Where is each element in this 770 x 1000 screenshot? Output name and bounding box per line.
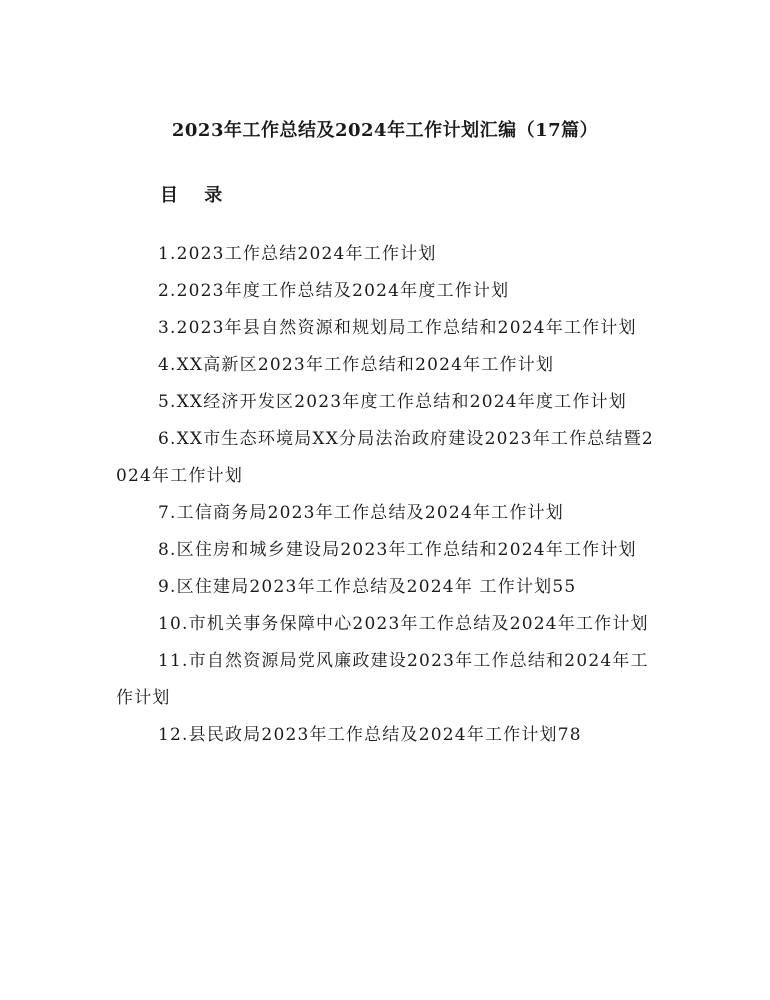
toc-item: 11.市自然资源局党风廉政建设2023年工作总结和2024年工作计划 — [116, 651, 649, 708]
toc-item: 3.2023年县自然资源和规划局工作总结和2024年工作计划 — [158, 318, 637, 338]
toc-item: 4.XX高新区2023年工作总结和2024年工作计划 — [158, 355, 555, 375]
toc-item: 7.工信商务局2023年工作总结及2024年工作计划 — [158, 503, 564, 523]
toc-item: 5.XX经济开发区2023年度工作总结和2024年度工作计划 — [158, 392, 627, 412]
toc-item: 10.市机关事务保障中心2023年工作总结及2024年工作计划 — [158, 614, 649, 634]
toc-item: 6.XX市生态环境局XX分局法治政府建设2023年工作总结暨2024年工作计划 — [116, 429, 654, 486]
toc-item: 1.2023工作总结2024年工作计划 — [158, 244, 437, 264]
toc-item: 2.2023年度工作总结及2024年度工作计划 — [158, 281, 510, 301]
toc-item: 12.县民政局2023年工作总结及2024年工作计划78 — [158, 725, 582, 745]
toc-heading: 目 录 — [160, 185, 233, 206]
table-of-contents — [116, 236, 656, 754]
document-title: 2023年工作总结及2024年工作计划汇编（17篇） — [171, 120, 599, 141]
toc-item: 9.区住建局2023年工作总结及2024年 工作计划55 — [158, 577, 577, 597]
toc-item: 8.区住房和城乡建设局2023年工作总结和2024年工作计划 — [158, 540, 637, 560]
